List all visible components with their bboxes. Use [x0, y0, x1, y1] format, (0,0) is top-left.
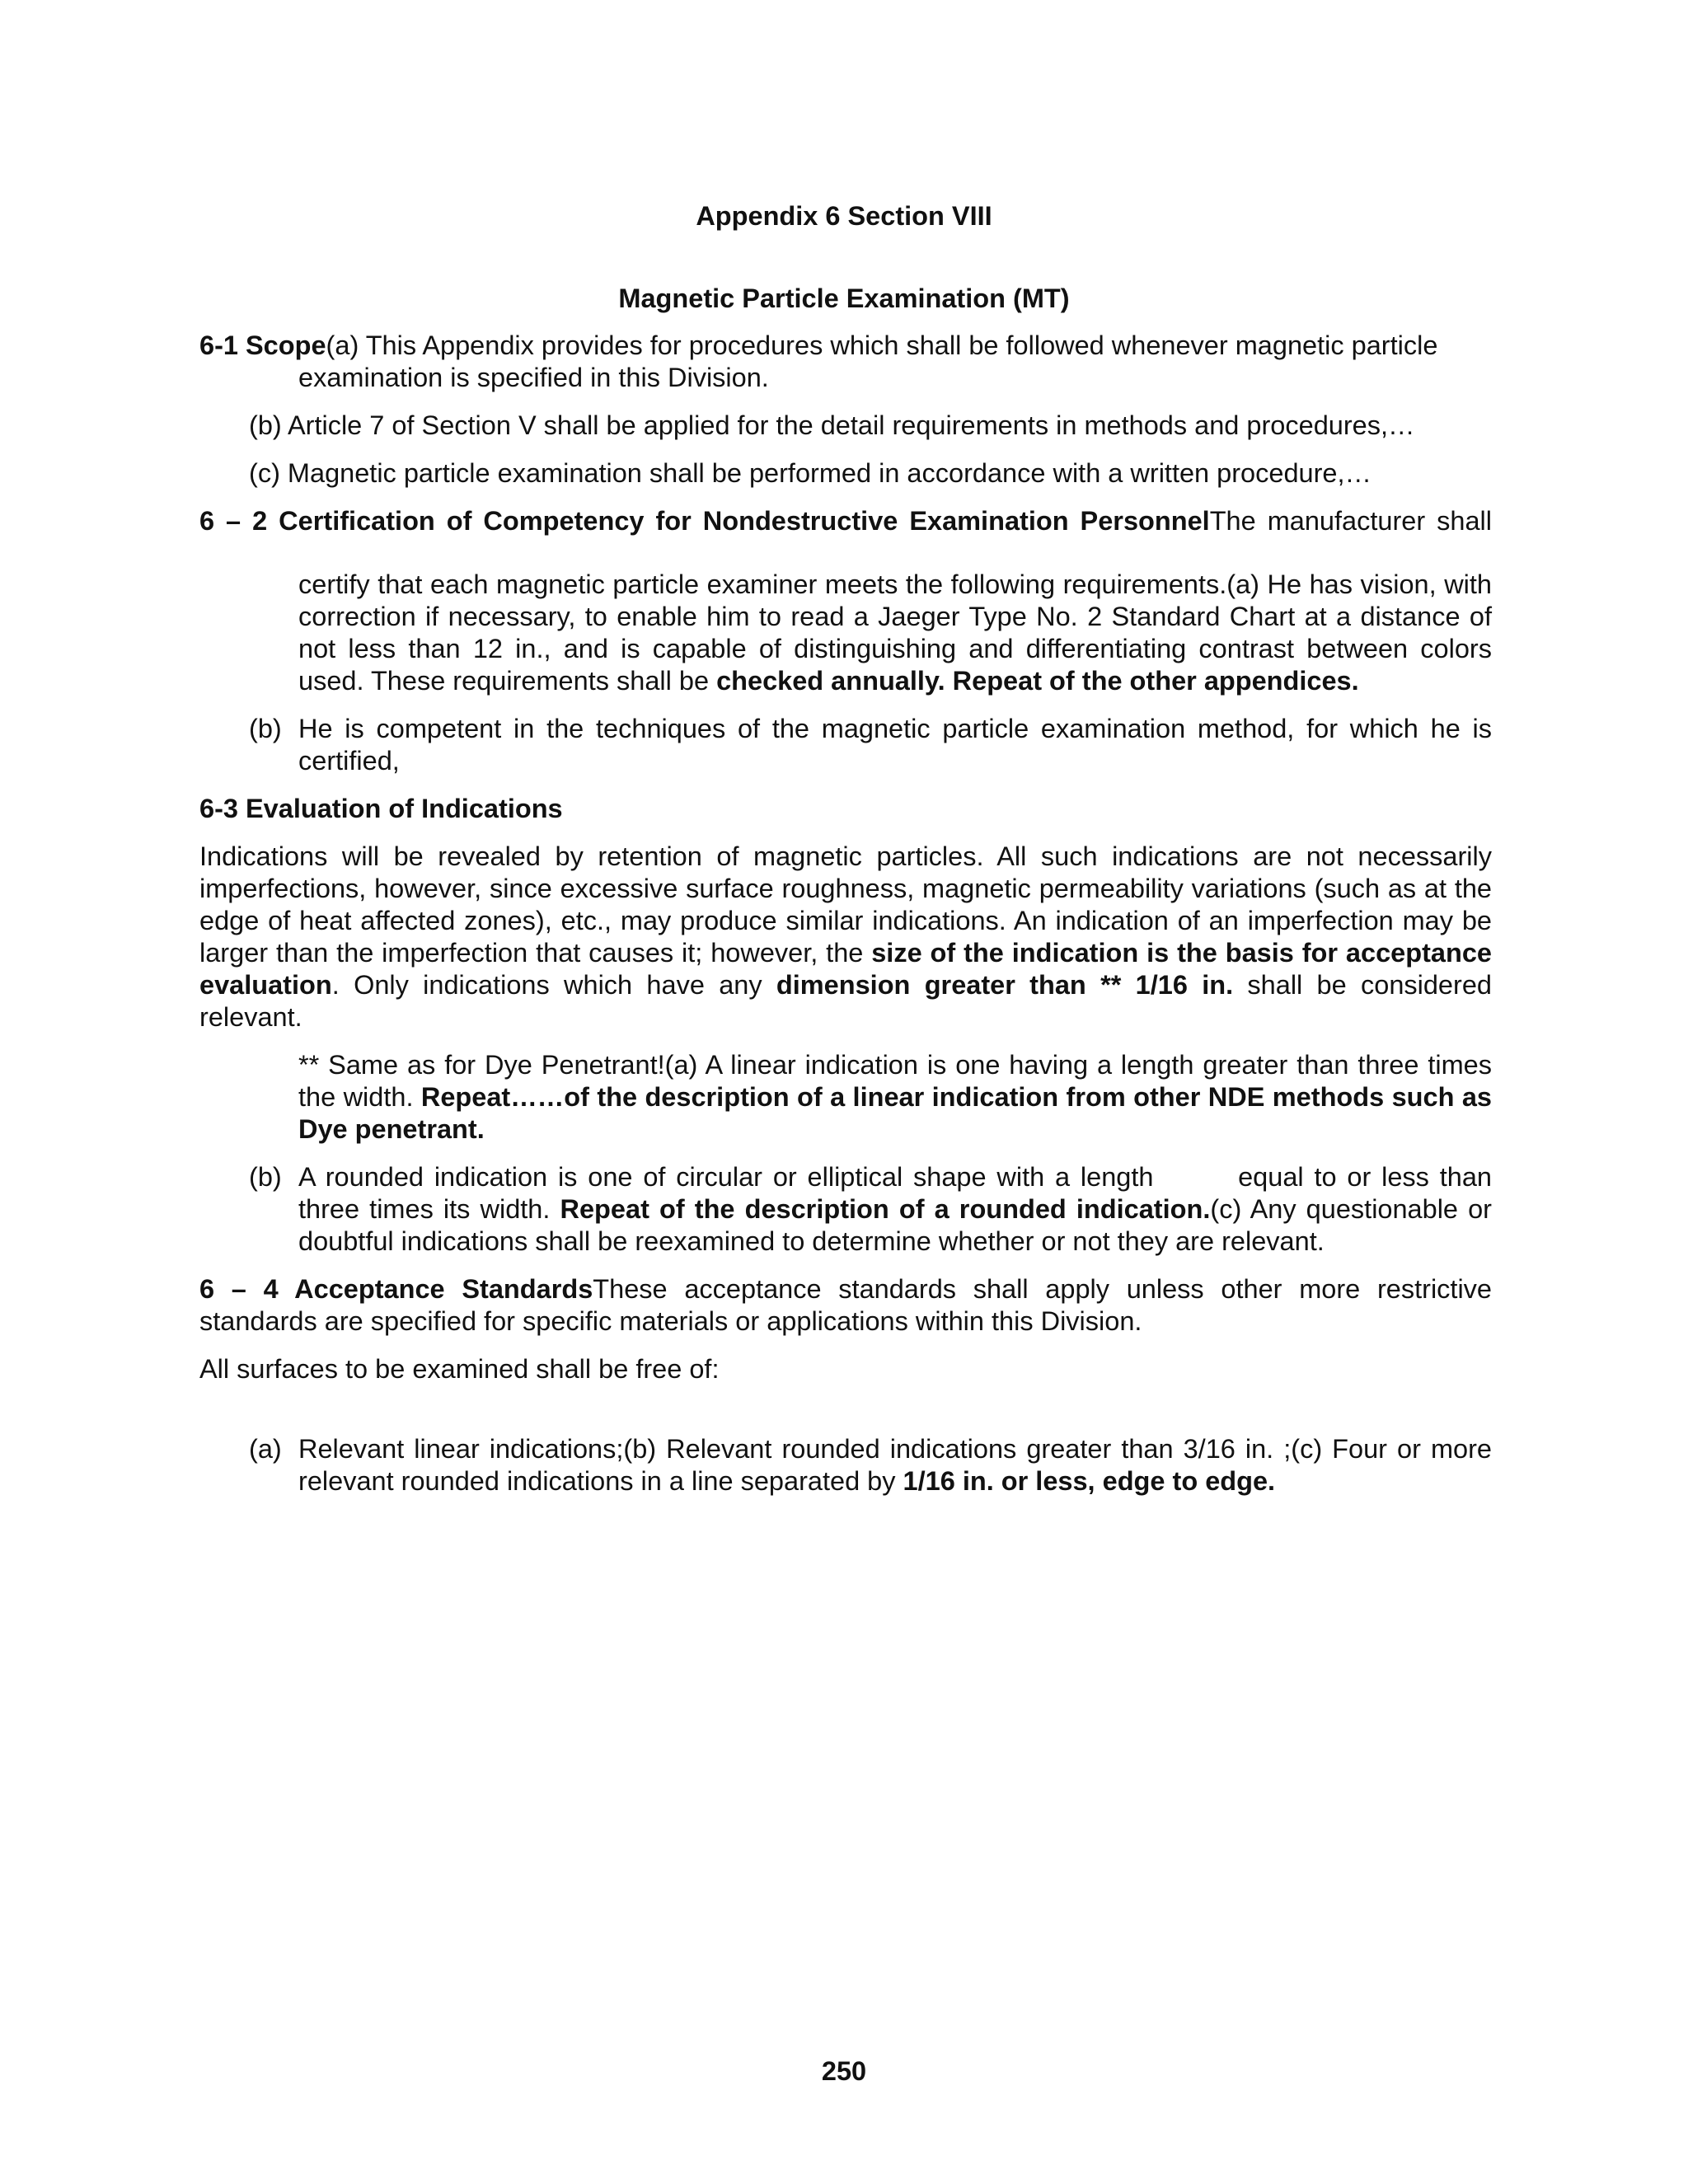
page-title: Appendix 6 Section VIII — [696, 201, 992, 231]
scope-a — [199, 330, 1492, 394]
evaluation-b-line1: A rounded indication is one of circular or elliptical shape with a length equal to or less than — [298, 1162, 1492, 1192]
scope-c: (c) Magnetic particle examination shall be performed in accordance with a written procedure,… — [249, 458, 1372, 488]
evaluation-heading: 6-3 Evaluation of Indications — [199, 794, 563, 823]
acceptance-paragraph: 6 – 4 Acceptance StandardsThese acceptance standards shall apply unless other more restrictive standards are specified for specific materials or applications within this Division. — [199, 1274, 1493, 1336]
page-number: 250 — [821, 2056, 867, 2086]
scope-b: (b) Article 7 of Section V shall be applied for the detail requirements in methods and procedures,… — [249, 410, 1415, 440]
certification-a-text: certify that each magnetic particle examiner meets the following requirements.(a) He has vision, with correction if necessary, to enable him to read a Jaeger Type No. 2 Standard Chart at a distance of not less than 12 in., and is capable of distinguishing and differentiating contrast between colors used. These requirements shall be — [298, 569, 1492, 696]
certification-lead: The manufacturer shall — [1209, 506, 1492, 536]
evaluation-b-label: (b) — [249, 1162, 282, 1192]
certification-a-bold: checked annually. Repeat of the other appendices. — [716, 666, 1359, 696]
scope-heading: 6-1 Scope — [199, 330, 326, 360]
certification-requirement-b — [249, 713, 1492, 777]
acceptance-heading: 6 – 4 Acceptance Standards — [199, 1274, 593, 1304]
page-subtitle: Magnetic Particle Examination (MT) — [618, 284, 1070, 313]
acceptance-a-label: (a) — [249, 1434, 282, 1464]
certification-b-text: He is competent in the techniques of the magnetic particle examination method, for which he is certified, — [298, 714, 1492, 776]
certification-heading: 6 – 2 Certification of Competency for Nondestructive Examination Personnel — [199, 506, 1210, 536]
evaluation-b-rest: three times its width. Repeat of the description of a rounded indication.(c) Any questionable or doubtful indications shall be reexamined to determine whether or not they are relevant. — [298, 1194, 1492, 1256]
scope-a-text: (a) This Appendix provides for procedures which shall be followed whenever magnetic particle examination is specified in this Division. — [298, 330, 1438, 392]
document-body — [199, 330, 1492, 1497]
acceptance-item-a — [249, 1433, 1492, 1497]
acceptance-a-text: Relevant linear indications;(b) Relevant rounded indications greater than 3/16 in. ;(c) Four or more relevant rounded indications in a line separated by 1/16 in. or less, edge to edge. — [298, 1434, 1492, 1496]
certification-heading-line — [199, 505, 1492, 537]
evaluation-note: ** Same as for Dye Penetrant!(a) A linear indication is one having a length greater than three times the width. Repeat……of the description of a linear indication from other NDE methods such as Dye penetrant. — [298, 1050, 1493, 1144]
evaluation-item-b — [249, 1161, 1492, 1258]
certification-b-label: (b) — [249, 714, 282, 743]
certification-requirement-a — [298, 569, 1492, 697]
evaluation-paragraph: Indications will be revealed by retention of magnetic particles. All such indications are not necessarily imperfections, however, since excessive surface roughness, magnetic permeability variations (such as at the edge of heat affected zones), etc., may produce similar indications. An indication of an imperfection may be larger than the imperfection that causes it; however, the size of the indication is the basis for acceptance evaluation. Only indications which have any dimension greater than ** 1/16 in. shall be considered relevant. — [199, 841, 1492, 1032]
acceptance-surfaces: All surfaces to be examined shall be free of: — [199, 1354, 720, 1384]
